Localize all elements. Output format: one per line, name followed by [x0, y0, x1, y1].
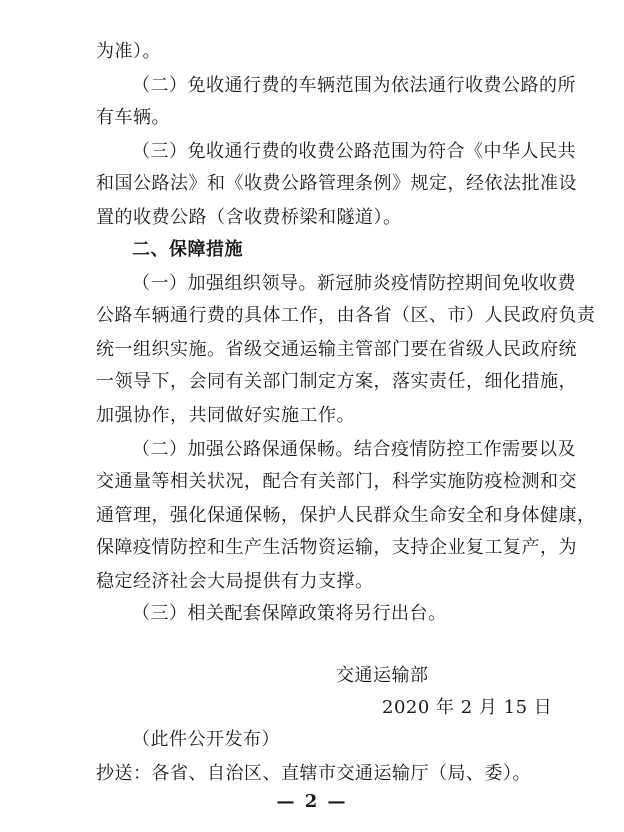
- text-line: 稳定经济社会大局提供有力支撑。: [96, 571, 374, 592]
- text-line: 保障疫情防控和生产生活物资运输，支持企业复工复产，为: [96, 537, 577, 558]
- signature-organization: 交通运输部: [336, 665, 429, 686]
- signature-date: 2020 年 2 月 15 日: [382, 697, 553, 718]
- text-line: （三）免收通行费的收费公路范围为符合《中华人民共: [132, 141, 576, 162]
- disclosure-note: （此件公开发布）: [132, 729, 280, 750]
- text-line: 交通量等相关状况，配合有关部门，科学实施防疫检测和交: [96, 471, 577, 492]
- text-line: 一领导下，会同有关部门制定方案，落实责任，细化措施，: [96, 371, 577, 392]
- text-line: 统一组织实施。省级交通运输主管部门要在省级人民政府统: [96, 339, 577, 360]
- text-line: （三）相关配套保障政策将另行出台。: [132, 603, 447, 624]
- cc-line: 抄送：各省、自治区、直辖市交通运输厅（局、委）。: [96, 763, 531, 784]
- text-line: 置的收费公路（含收费桥梁和隧道）。: [96, 207, 402, 228]
- text-line: 通管理，强化保通保畅，保护人民群众生命安全和身体健康，: [96, 505, 596, 526]
- text-line: 和国公路法》和《收费公路管理条例》规定，经依法批准设: [96, 173, 577, 194]
- text-line: 为准）。: [96, 41, 161, 62]
- text-line: （二）加强公路保通保畅。结合疫情防控工作需要以及: [132, 439, 576, 460]
- text-line: 加强协作，共同做好实施工作。: [96, 405, 355, 426]
- text-line: （一）加强组织领导。新冠肺炎疫情防控期间免收收费: [132, 273, 576, 294]
- text-line: （二）免收通行费的车辆范围为依法通行收费公路的所: [132, 75, 576, 96]
- text-line: 有车辆。: [96, 107, 170, 128]
- text-line: 公路车辆通行费的具体工作，由各省（区、市）人民政府负责: [96, 305, 596, 326]
- page-number: — 2 —: [276, 791, 348, 812]
- section-heading: 二、保障措施: [132, 239, 243, 260]
